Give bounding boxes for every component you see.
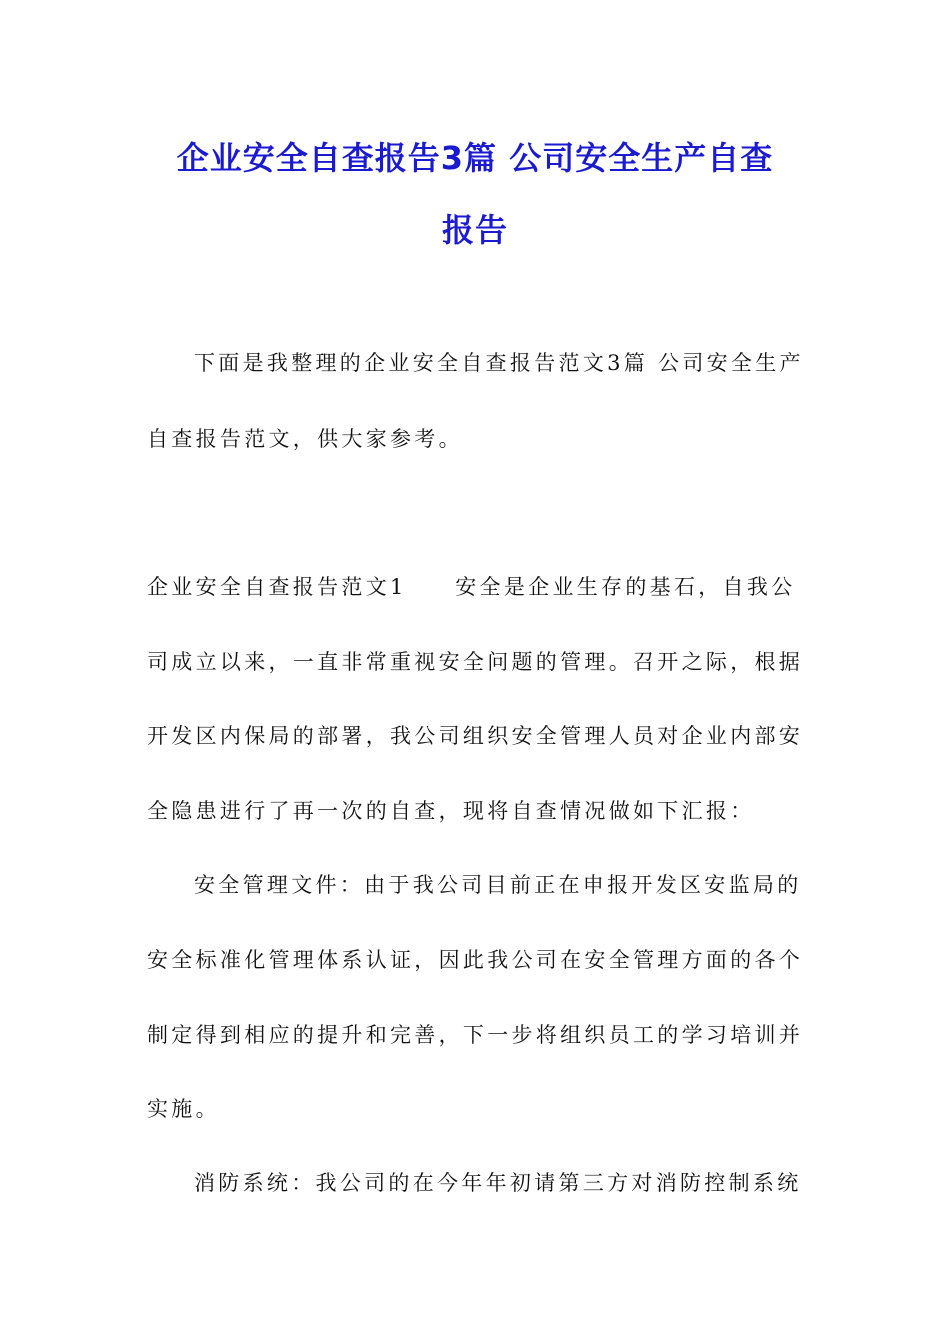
paragraph-management-line-2: 安全标准化管理体系认证，因此我公司在安全管理方面的各个 <box>147 948 804 972</box>
paragraph-management-line-4: 实施。 <box>147 1097 220 1121</box>
intro-line-1: 下面是我整理的企业安全自查报告范文3篇 公司安全生产 <box>194 351 804 375</box>
sample1-line-2: 司成立以来，一直非常重视安全问题的管理。召开之际，根据 <box>147 650 804 674</box>
paragraph-management-line-1: 安全管理文件：由于我公司目前正在申报开发区安监局的 <box>194 873 802 897</box>
intro-line-2: 自查报告范文，供大家参考。 <box>147 427 463 451</box>
paragraph-fire-line-1: 消防系统：我公司的在今年年初请第三方对消防控制系统 <box>194 1171 802 1195</box>
document-title-line-2: 报告 <box>441 211 508 249</box>
sample1-line-1: 企业安全自查报告范文1 安全是企业生存的基石，自我公 <box>147 575 796 599</box>
paragraph-management-line-3: 制定得到相应的提升和完善，下一步将组织员工的学习培训并 <box>147 1023 804 1047</box>
sample1-line-4: 全隐患进行了再一次的自查，现将自查情况做如下汇报： <box>147 799 755 823</box>
sample1-line-3: 开发区内保局的部署，我公司组织安全管理人员对企业内部安 <box>147 724 804 748</box>
document-title-line-1: 企业安全自查报告3篇 公司安全生产自查 <box>176 139 774 177</box>
